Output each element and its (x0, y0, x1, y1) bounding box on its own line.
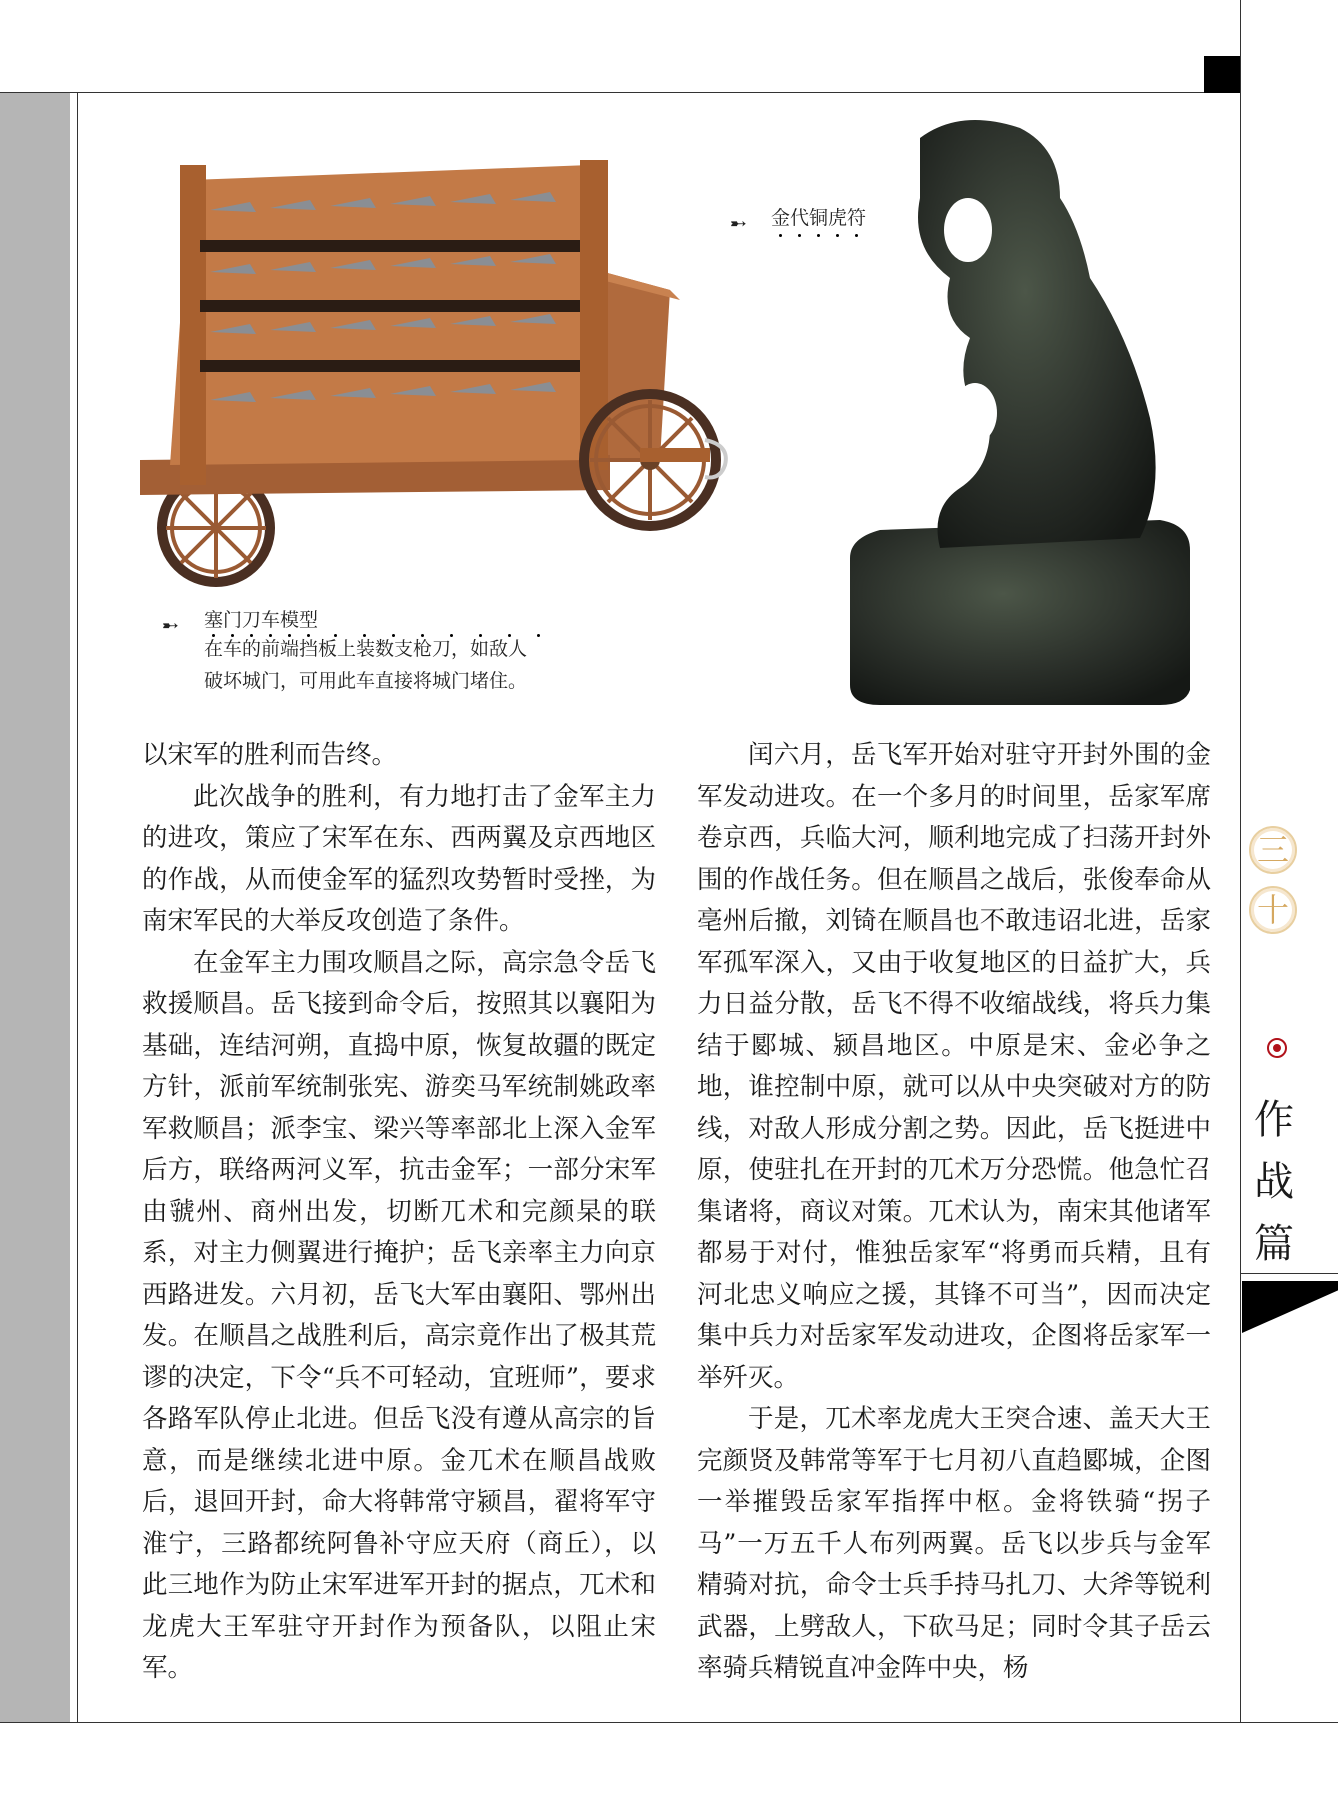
paragraph: 于是，兀术率龙虎大王突合速、盖天大王完颜贤及韩常等军于七月初八直趋郾城，企图一举摧毁岳家军指挥中枢。金将铁骑“拐子马”一万五千人布列两翼。岳飞以步兵与金军精骑对抗，命令士兵手持马扎刀、大斧等锐利武器，上劈敌人，下砍马足；同时令其子岳云率骑兵精锐直冲金阵中央，杨 (697, 1404, 1211, 1683)
paragraph: 闰六月，岳飞军开始对驻守开封外围的金军发动进攻。在一个多月的时间里，岳家军席卷京西，兵临大河，顺利地完成了扫荡开封外围的作战任务。但在顺昌之战后，张俊奉命从亳州后撤，刘锜在顺昌也不敢违诏北进，岳家军孤军深入，又由于收复地区的日益扩大，兵力日益分散，岳飞不得不收缩战线，将兵力集结于郾城、颍昌地区。中原是宋、金必争之地，谁控制中原，就可以从中央突破对方的防线，对敌人形成分割之势。因此，岳飞挺进中原，使驻扎在开封的兀术万分恐慌。他急忙召集诸将，商议对策。兀术认为，南宋其他诸军都易于对付，惟独岳家军“将勇而兵精，且有河北忠义响应之援，其锋不可当”，因而决定集中兵力对岳家军发动进攻，企图将岳家军一举歼灭。 (697, 740, 1211, 1393)
cart-photo (140, 160, 730, 620)
section-title-char-3: 篇 (1254, 1221, 1294, 1267)
cart-caption-title: 塞门刀车模型 (204, 609, 319, 631)
section-tab-triangle (1242, 1281, 1338, 1333)
section-title-char-2: 战 (1254, 1159, 1294, 1205)
tiger-caption-emphasis-dots (771, 234, 871, 238)
chapter-number-char-1: 三 (1249, 826, 1297, 874)
section-bullet-icon (1267, 1038, 1287, 1058)
corner-block (1204, 56, 1240, 93)
right-margin-rule (1240, 0, 1241, 1723)
header-rule (0, 92, 1240, 93)
tiger-caption-title: 金代铜虎符 (771, 207, 867, 229)
cart-caption-line-1: 在车的前端挡板上装数支枪刀，如敌人 (204, 638, 528, 660)
sidebar-bar (0, 93, 70, 1722)
cart-caption-line-2: 破坏城门，可用此车直接将城门堵住。 (204, 670, 528, 692)
paragraph: 在金军主力围攻顺昌之际，高宗急令岳飞救援顺昌。岳飞接到命令后，按照其以襄阳为基础，连结河朔，直捣中原，恢复故疆的既定方针，派前军统制张宪、游奕马军统制姚政率军救顺昌；派李宝、梁兴等率部北上深入金军后方，联络两河义军，抗击金军；一部分宋军由虢州、商州出发，切断兀术和完颜杲的联系，对主力侧翼进行掩护；岳飞亲率主力向京西路进发。六月初，岳飞大军由襄阳、鄂州出发。在顺昌之战胜利后，高宗竟作出了极其荒谬的决定，下令“兵不可轻动，宜班师”，要求各路军队停止北进。但岳飞没有遵从高宗的旨意，而是继续北进中原。金兀术在顺昌战败后，退回开封，命大将韩常守颍昌，翟将军守淮宁，三路都统阿鲁补守应天府（商丘），以此三地作为防止宋军进军开封的据点，兀术和龙虎大王军驻守开封作为预备队，以阻止宋军。 (142, 947, 656, 1683)
left-text-column (142, 735, 656, 1690)
section-title-char-1: 作 (1254, 1097, 1294, 1143)
tab-rule (1240, 1273, 1338, 1274)
caption-mark-icon: ➸ (162, 613, 179, 637)
right-text-column (697, 735, 1211, 1690)
tiger-tally-photo (840, 118, 1200, 708)
paragraph: 此次战争的胜利，有力地打击了金军主力的进攻，策应了宋军在东、西两翼及京西地区的作战，从而使金军的猛烈攻势暂时受挫，为南宋军民的大举反攻创造了条件。 (142, 781, 656, 936)
inner-margin-rule (77, 93, 78, 1722)
footer-rule (0, 1722, 1338, 1723)
chapter-number-char-2: 十 (1249, 886, 1297, 934)
caption-mark-icon: ➸ (730, 211, 747, 235)
paragraph: 以宋军的胜利而告终。 (142, 740, 398, 770)
